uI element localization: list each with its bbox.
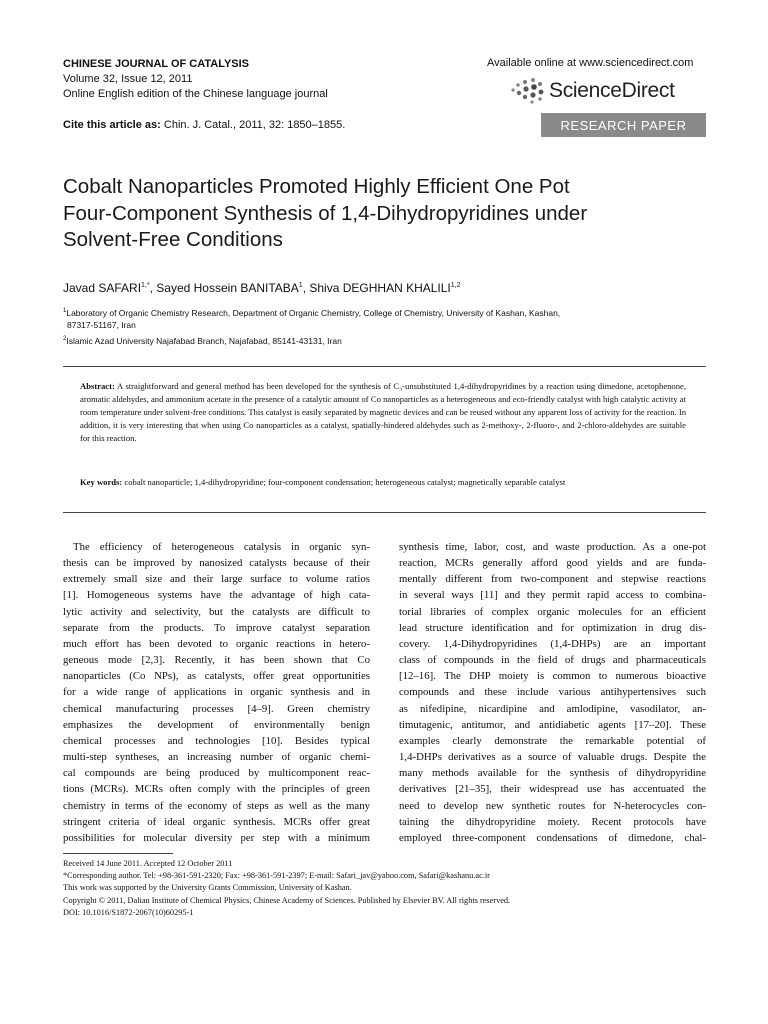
author-affil-sup: 1,2 — [450, 282, 461, 289]
keywords-label: Key words: — [80, 477, 123, 487]
article-title — [63, 174, 713, 254]
body-column-left — [63, 539, 370, 846]
body-text-line: geneous mode [2,3]. Recently, it has been shown that Co — [63, 654, 370, 667]
abstract-label: Abstract: — [80, 381, 115, 391]
sciencedirect-logo-text: ScienceDirect — [549, 79, 675, 102]
affiliation-sup: 2 — [63, 336, 67, 342]
keywords — [80, 476, 686, 489]
body-text-line: emphasizes the development of environmentally benign — [63, 718, 370, 731]
title-line: Cobalt Nanoparticles Promoted Highly Efficient One Pot — [63, 175, 570, 198]
affiliation-sup: 1 — [63, 308, 67, 314]
affiliation-text: Laboratory of Organic Chemistry Research, Department of Organic Chemistry, College of Chemistry, University of Kashan, Kashan, — [66, 307, 561, 318]
body-text-line: synthesis time, labor, cost, and waste production. As a one-pot — [399, 541, 706, 553]
cite-label: Cite this article as: — [63, 119, 161, 131]
body-text-line: many methods available for the synthesis of dihydropyridine — [399, 767, 706, 780]
body-text-line: separate from the products. To improve catalyst separation — [63, 621, 370, 634]
title-line: Solvent-Free Conditions — [63, 228, 283, 251]
body-text-line: employed three-component condensations of dimedone, chal- — [399, 831, 706, 844]
body-text-line: lead structure identification and for optimization in drug dis- — [399, 621, 706, 634]
author-name: Sayed Hossein BANITABA — [156, 281, 299, 295]
body-text-line: compounds and these include various antihypertensives such — [399, 686, 706, 699]
body-text-line: chemical processes and technologies [10]. Besides typical — [63, 734, 370, 747]
abstract-bottom-rule — [63, 512, 706, 513]
body-text-line: [12–16]. The DHP moiety is common to numerous bioactive — [399, 670, 706, 683]
body-text-line: chemistry in terms of the economy of steps as well as the many — [63, 799, 370, 812]
title-line: Four-Component Synthesis of 1,4-Dihydropyridines under — [63, 201, 588, 225]
abstract-text: A straightforward and general method has been developed for the synthesis of C₃-unsubstituted 1,4-dihydropyridines by a reaction using dimedone, acetophenone, aromatic aldehydes, and ammonium acetate in the presence of a catalytic amount of Co nanoparticles as a heterogeneous and eco-friendly catalyst with high catalytic activity at room temperature under solvent-free conditions. This catalyst is easily separated by magnetic devices and can be reused without any apparent loss of activity for the reaction. In addition, it is very interesting that when using Co nanoparticles as a catalyst, spatially-hindered aldehydes such as 2-methoxy-, 2-fluoro-, and 2-chloro-aldehydes are suitable for this reaction. — [80, 381, 686, 443]
body-text-line: torial libraries of complex organic molecules for an efficient — [399, 605, 706, 618]
body-text-line: covery. 1,4-Dihydropyridines (1,4-DHPs) are an important — [399, 637, 706, 650]
body-column-right — [399, 539, 706, 846]
abstract — [80, 380, 686, 445]
affiliation — [63, 333, 342, 347]
footnote-funding: This work was supported by the University Grants Commission, University of Kashan. — [63, 883, 352, 893]
footnote-corresponding-author: *Corresponding author. Tel: +98-361-591-2320; Fax: +98-361-591-2397; E-mail: Safari_jav@yahoo.com, Safari@kashanu.ac.ir — [63, 871, 490, 881]
affiliation-text: 87317-51167, Iran — [67, 319, 136, 330]
body-text-line: much effort has been devoted to organic reactions in hetero- — [63, 637, 370, 650]
author-affil-sup: 1 — [298, 282, 303, 289]
author-affil-sup: 1,* — [141, 282, 150, 289]
journal-edition: Online English edition of the Chinese language journal — [63, 88, 328, 100]
body-text-line: The efficiency of heterogeneous catalysis in organic syn- — [73, 541, 370, 553]
body-text-line: lytic activity and selectivity, but the catalysts are difficult to — [63, 605, 370, 618]
author-name: Javad SAFARI — [63, 281, 142, 295]
footnote-copyright: Copyright © 2011, Dalian Institute of Chemical Physics, Chinese Academy of Sciences. Published by Elsevier BV. All rights reserved. — [63, 895, 511, 905]
body-text-line: stringent criteria of ideal organic synthesis. MCRs offer great — [63, 815, 370, 828]
body-text-line: mentally different from two-component and stepwise reactions — [399, 573, 706, 586]
abstract-top-rule — [63, 366, 706, 367]
body-text-line: class of compounds in the field of drugs and pharmaceuticals — [399, 654, 706, 667]
body-text-line: derivatives [21–35], their widespread use has accentuated the — [399, 783, 706, 796]
body-text-line: as nifedipine, nicardipine and amlodipine, vasodilator, an- — [399, 702, 706, 715]
journal-name: CHINESE JOURNAL OF CATALYSIS — [63, 58, 250, 70]
keywords-text: cobalt nanoparticle; 1,4-dihydropyridine; four-component condensation; heterogeneous catalyst; magnetically separable catalyst — [124, 477, 566, 487]
body-text-line: cal compounds are being produced by multicomponent reac- — [63, 767, 370, 780]
article-type-banner: RESEARCH PAPER — [541, 113, 706, 137]
affiliation — [63, 305, 560, 331]
cite-text: Chin. J. Catal., 2011, 32: 1850–1855. — [163, 119, 346, 131]
affiliation-text: Islamic Azad University Najafabad Branch, Najafabad, 85141-43131, Iran — [66, 335, 342, 346]
available-online-text: Available online at www.sciencedirect.com — [487, 57, 694, 69]
author-name: Shiva DEGHHAN KHALILI — [309, 281, 451, 295]
footnote-rule — [63, 853, 173, 854]
sciencedirect-dots-icon — [509, 76, 549, 106]
body-text-line: multi-step syntheses, an increasing number of organic chemi- — [63, 751, 370, 764]
body-text-line: chemical manufacturing processes [4–9]. Green chemistry — [63, 702, 370, 715]
journal-volume: Volume 32, Issue 12, 2011 — [63, 73, 193, 85]
body-text-line: extremely small size and their large surface to volume ratios — [63, 573, 370, 586]
body-text-line: timutagenic, antitumor, and antidiabetic agents [17–20]. These — [399, 718, 706, 731]
body-text-line: in several ways [11] and they permit rapid access to combina- — [399, 589, 706, 602]
body-text-line: tions (MCRs). MCRs often comply with the principles of green — [63, 783, 370, 796]
body-text-line: need to develop new synthetic routes for N-heterocycles con- — [399, 799, 706, 812]
body-text-line: thesis can be improved by nanosized catalysts because of their — [63, 557, 370, 570]
body-text-line: [1]. Homogeneous systems have the advantage of high cata- — [63, 589, 370, 602]
footnotes — [63, 858, 713, 919]
cite-line — [63, 119, 345, 131]
footnote-received: Received 14 June 2011. Accepted 12 October 2011 — [63, 859, 233, 868]
body-text-line: reaction, MCRs generally afford good yields and are funda- — [399, 557, 706, 570]
body-text-line: taining the dihydropyridine moiety. Recent protocols have — [399, 815, 706, 828]
body-text-line: examples clearly demonstrate the remarkable potential of — [399, 734, 706, 747]
body-text-line: 1,4-DHPs derivatives as a source of valuable drugs. Despite the — [399, 751, 706, 764]
body-text-line: possibilities for molecular diversity per step with a minimum — [63, 831, 370, 844]
sciencedirect-logo — [509, 76, 709, 106]
body-text-line: nanoparticles (Co NPs), as catalysts, offer great opportunities — [63, 670, 370, 683]
body-text-line: for a wide range of applications in organic synthesis and in — [63, 686, 370, 699]
footnote-doi: DOI: 10.1016/S1872-2067(10)60295-1 — [63, 907, 194, 917]
author-list: Javad $SAFARI^{1,*}$, Sayed Hossein BANITABA$^1$, Shiva DEGHHAN KHALILI$^{1,2}$ — [63, 281, 461, 295]
